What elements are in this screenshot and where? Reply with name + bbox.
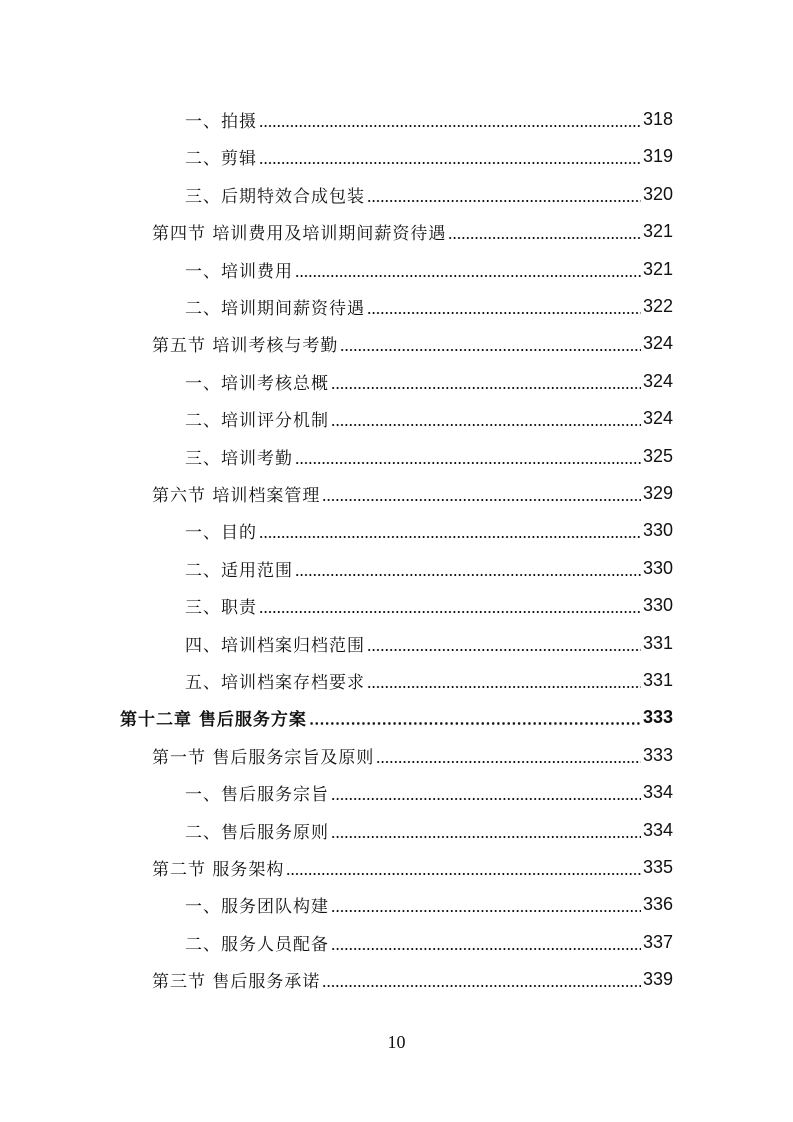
toc-entry-label: 三、职责: [185, 598, 257, 619]
toc-entry-page: 324: [642, 333, 673, 354]
dot-leader: [295, 251, 641, 288]
toc-subsection-entry[interactable]: [185, 438, 673, 475]
toc-entry-label: 二、售后服务原则: [185, 822, 329, 843]
toc-section-entry[interactable]: [152, 849, 673, 886]
toc-entry-page: 324: [642, 370, 673, 391]
toc-section-entry[interactable]: [152, 213, 673, 250]
toc-subsection-entry[interactable]: [185, 512, 673, 549]
toc-section-entry[interactable]: [152, 961, 673, 998]
toc-entry-page: 321: [642, 258, 673, 279]
toc-entry-page: 330: [642, 557, 673, 578]
dot-leader: [322, 475, 641, 512]
dot-leader: [286, 849, 641, 886]
toc-entry-label: 四、培训档案归档范围: [185, 635, 365, 656]
toc-entry-label: 一、目的: [185, 523, 257, 544]
toc-entry-page: 333: [642, 744, 673, 765]
toc-subsection-entry[interactable]: [185, 550, 673, 587]
toc-subsection-entry[interactable]: [185, 251, 673, 288]
dot-leader: [295, 550, 641, 587]
toc-entry-page: 333: [642, 707, 673, 728]
toc-entry-label: 第一节 售后服务宗旨及原则: [152, 747, 375, 768]
toc-subsection-entry[interactable]: [185, 101, 673, 138]
toc-entry-page: 331: [642, 632, 673, 653]
toc-entry-label: 第二节 服务架构: [152, 860, 285, 880]
toc-entry-page: 318: [642, 109, 673, 129]
toc-entry-page: 320: [642, 183, 673, 204]
toc-entry-page: 337: [642, 931, 673, 952]
toc-entry-label: 第三节 售后服务承诺: [152, 972, 321, 993]
dot-leader: [331, 774, 641, 811]
toc-subsection-entry[interactable]: [185, 288, 673, 325]
dot-leader: [376, 737, 641, 774]
dot-leader: [367, 288, 641, 325]
dot-leader: [448, 213, 641, 250]
toc-subsection-entry[interactable]: [185, 812, 673, 849]
toc-entry-page: 324: [642, 408, 673, 429]
dot-leader: [331, 812, 641, 849]
toc-entry-page: 329: [642, 483, 673, 503]
toc-entry-label: 一、培训费用: [185, 261, 293, 282]
dot-leader: [259, 101, 641, 138]
toc-section-entry[interactable]: [152, 737, 673, 774]
toc-subsection-entry[interactable]: [185, 587, 673, 624]
dot-leader: [331, 924, 641, 961]
toc-subsection-entry[interactable]: [185, 774, 673, 811]
toc-entry-label: 二、剪辑: [185, 149, 257, 170]
toc-section-entry[interactable]: [152, 475, 673, 512]
dot-leader: [367, 662, 641, 699]
toc-entry-label: 第四节 培训费用及培训期间薪资待遇: [152, 224, 447, 245]
toc-subsection-entry[interactable]: [185, 886, 673, 923]
dot-leader: [331, 400, 641, 437]
dot-leader: [322, 961, 641, 998]
page-number: 10: [387, 1032, 406, 1052]
toc-entry-label: 第六节 培训档案管理: [152, 486, 321, 506]
toc-entry-label: 一、服务团队构建: [185, 897, 329, 918]
toc-subsection-entry[interactable]: [185, 924, 673, 961]
dot-leader: [309, 699, 641, 736]
dot-leader: [295, 438, 641, 475]
toc-entry-label: 二、培训评分机制: [185, 411, 329, 432]
toc-entry-page: 330: [642, 595, 673, 616]
toc-entry-label: 一、培训考核总概: [185, 373, 329, 394]
dot-leader: [259, 512, 641, 549]
toc-entry-label: 第十二章 售后服务方案: [120, 710, 307, 731]
toc-chapter-entry[interactable]: [120, 699, 673, 736]
toc-subsection-entry[interactable]: [185, 176, 673, 213]
toc-entry-label: 五、培训档案存档要求: [185, 673, 365, 693]
toc-entry-page: 335: [642, 857, 673, 877]
toc-entry-page: 330: [642, 520, 673, 541]
toc-entry-page: 331: [642, 670, 673, 690]
toc-entry-label: 三、后期特效合成包装: [185, 186, 365, 207]
toc-subsection-entry[interactable]: [185, 138, 673, 175]
toc-subsection-entry[interactable]: [185, 363, 673, 400]
dot-leader: [331, 363, 641, 400]
toc-section-entry[interactable]: [152, 325, 673, 362]
dot-leader: [331, 886, 641, 923]
toc-subsection-entry[interactable]: [185, 625, 673, 662]
toc-entry-label: 三、培训考勤: [185, 448, 293, 469]
toc-entry-label: 一、拍摄: [185, 112, 257, 132]
toc-entry-label: 一、售后服务宗旨: [185, 785, 329, 806]
dot-leader: [259, 587, 641, 624]
toc-entry-label: 二、适用范围: [185, 560, 293, 581]
toc-entry-page: 322: [642, 296, 673, 316]
dot-leader: [259, 138, 641, 175]
toc-entry-page: 336: [642, 894, 673, 915]
toc-subsection-entry[interactable]: [185, 662, 673, 699]
toc-entry-label: 第五节 培训考核与考勤: [152, 336, 339, 357]
toc-entry-page: 339: [642, 969, 673, 990]
toc-entry-label: 二、培训期间薪资待遇: [185, 299, 365, 319]
toc-entry-page: 334: [642, 782, 673, 803]
dot-leader: [367, 625, 641, 662]
dot-leader: [340, 325, 641, 362]
toc-entry-page: 319: [642, 146, 673, 167]
toc-entry-label: 二、服务人员配备: [185, 934, 329, 955]
toc-entry-page: 334: [642, 819, 673, 840]
toc-entry-page: 325: [642, 445, 673, 466]
toc-entry-page: 321: [642, 221, 673, 242]
toc-subsection-entry[interactable]: [185, 400, 673, 437]
dot-leader: [367, 176, 641, 213]
